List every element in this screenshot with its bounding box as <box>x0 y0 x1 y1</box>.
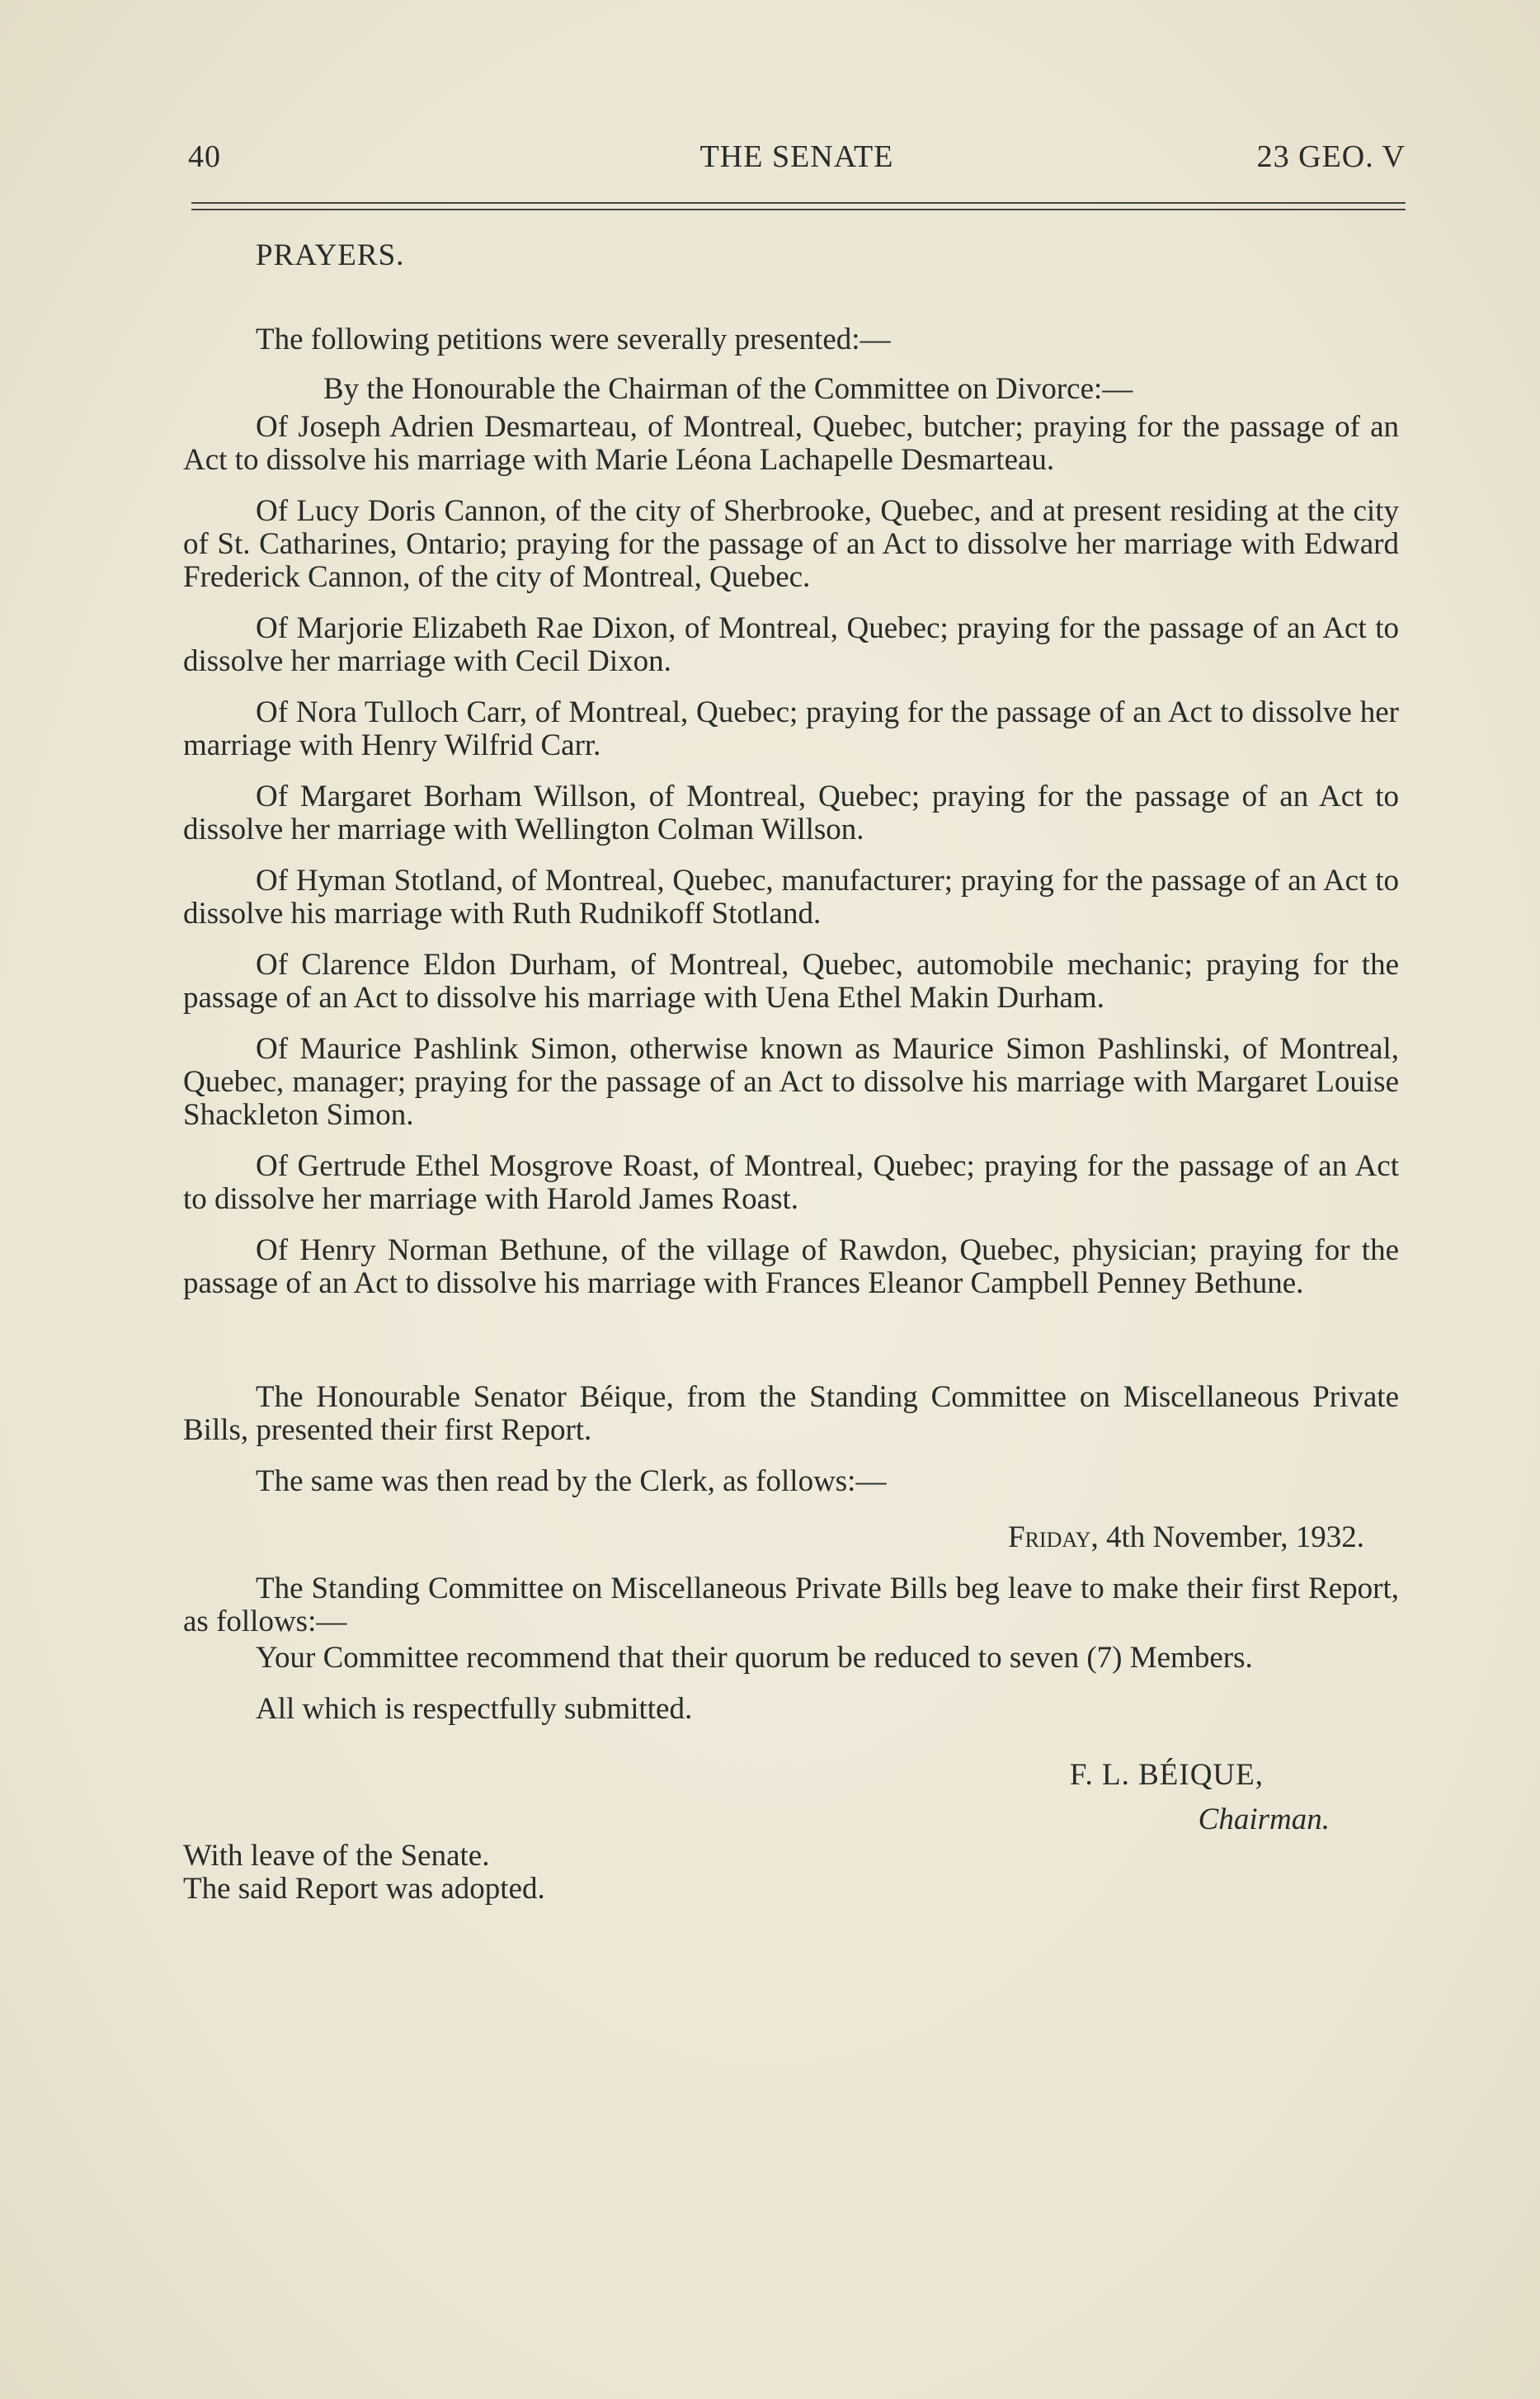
report-date <box>183 1521 1399 1554</box>
petition-item: Of Gertrude Ethel Mosgrove Roast, of Montreal, Quebec; praying for the passage of an Act to dissolve her marriage with Harold James Roast. <box>183 1149 1399 1216</box>
report-date-rest: 4th November, 1932. <box>1098 1520 1364 1554</box>
petition-item: Of Lucy Doris Cannon, of the city of Sherbrooke, Quebec, and at present residing at the city of St. Catharines, Ontario; praying for the passage of an Act to dissolve her marriage with Edward Frederick Cannon, of the city of Montreal, Quebec. <box>183 494 1399 594</box>
adopted-line: The said Report was adopted. <box>183 1872 545 1906</box>
header-rule-bottom <box>191 209 1406 210</box>
page-header <box>188 139 1406 188</box>
petition-item: Of Margaret Borham Willson, of Montreal, Quebec; praying for the passage of an Act to dissolve her marriage with Wellington Colman Willson. <box>183 780 1399 846</box>
running-title: THE SENATE <box>699 139 894 174</box>
document-body <box>183 239 1399 1906</box>
session-label: 23 GEO. V <box>1256 139 1406 174</box>
petition-item: Of Joseph Adrien Desmarteau, of Montreal, Quebec, butcher; praying for the passage of an Act to dissolve his marriage with Marie Léona Lachapelle Desmarteau. <box>183 410 1399 477</box>
recommendation: Your Committee recommend that their quorum be reduced to seven (7) Members. <box>256 1641 1253 1675</box>
report-date-day: Friday, <box>1008 1520 1099 1554</box>
leave-line: With leave of the Senate. <box>183 1839 490 1873</box>
petition-item: Of Hyman Stotland, of Montreal, Quebec, manufacturer; praying for the passage of an Act to dissolve his marriage with Ruth Rudnikoff Stotland. <box>183 864 1399 931</box>
petition-item: Of Henry Norman Bethune, of the village of Rawdon, Quebec, physician; praying for the passage of an Act to dissolve his marriage with Frances Eleanor Campbell Penney Bethune. <box>183 1233 1399 1300</box>
petition-item: Of Nora Tulloch Carr, of Montreal, Quebec; praying for the passage of an Act to dissolve her marriage with Henry Wilfrid Carr. <box>183 695 1399 762</box>
petition-item: Of Maurice Pashlink Simon, otherwise known as Maurice Simon Pashlinski, of Montreal, Quebec, manager; praying for the passage of an Act to dissolve his marriage with Margaret Louise Shackleton Simon. <box>183 1032 1399 1132</box>
petition-item: Of Clarence Eldon Durham, of Montreal, Quebec, automobile mechanic; praying for the passage of an Act to dissolve his marriage with Uena Ethel Makin Durham. <box>183 948 1399 1015</box>
signature-role: Chairman. <box>1198 1803 1330 1836</box>
page-number: 40 <box>188 139 221 174</box>
section-heading: PRAYERS. <box>256 238 405 272</box>
by-line: By the Honourable the Chairman of the Committee on Divorce:— <box>323 372 1133 406</box>
header-rule-top <box>191 202 1406 204</box>
read-line: The same was then read by the Clerk, as follows:— <box>256 1464 887 1498</box>
petition-item: Of Marjorie Elizabeth Rae Dixon, of Montreal, Quebec; praying for the passage of an Act to dissolve her marriage with Cecil Dixon. <box>183 611 1399 678</box>
report-intro: The Honourable Senator Béique, from the Standing Committee on Miscellaneous Private Bills, presented their first Report. <box>183 1380 1399 1447</box>
submitted-line: All which is respectfully submitted. <box>256 1692 693 1726</box>
signature: F. L. BÉIQUE, <box>1069 1758 1264 1792</box>
petitions-intro: The following petitions were severally presented:— <box>256 323 891 356</box>
report-body: The Standing Committee on Miscellaneous Private Bills beg leave to make their first Report, as follows:— <box>183 1572 1399 1638</box>
